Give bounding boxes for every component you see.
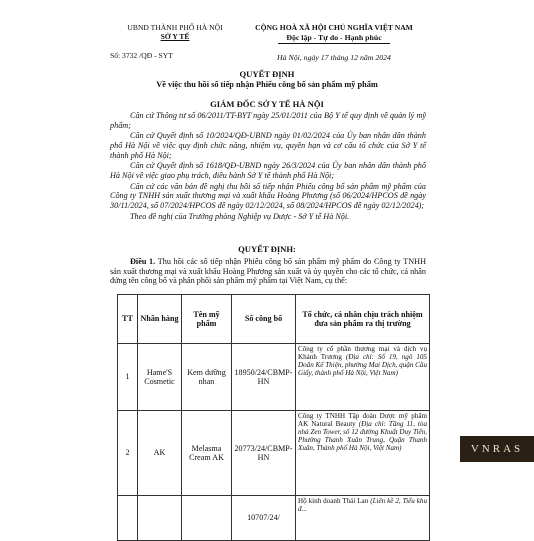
legal-basis: [110, 111, 426, 222]
issuer-org: UBND THÀNH PHỐ HÀ NỘI: [127, 23, 223, 32]
national-motto: Độc lập - Tự do - Hạnh phúc: [286, 32, 382, 42]
table-row: [118, 496, 430, 541]
article-1: [110, 257, 426, 286]
cell-product: [182, 496, 232, 541]
org-address: (Địa chỉ: Tầng 11, tòa nhà Zen Tower, số 12 đường Khuất Duy Tiến, Phường Thanh Xuân Trung, Quận Thanh Xuân, Thành phố Hà Nội, Việt Nam): [298, 419, 427, 452]
authority-title: GIÁM ĐỐC SỞ Y TẾ HÀ NỘI: [210, 99, 324, 109]
cell-brand: AK: [138, 411, 182, 496]
article-1-label: Điều 1.: [130, 257, 156, 266]
decides-heading: QUYẾT ĐỊNH:: [238, 244, 296, 254]
org-name: Hộ kinh doanh Thái Lan: [298, 497, 369, 505]
org-address: (Liên kề 2, Tiểu khu đ...: [298, 497, 427, 513]
cell-organization: [296, 344, 430, 411]
org-name: Công ty cổ phần thương mại và dịch vụ Khánh Trương: [298, 345, 427, 361]
cell-tt: 2: [118, 411, 138, 496]
basis-paragraph: Theo đề nghị của Trưởng phòng Nghiệp vụ Dược - Sở Y tế Hà Nội.: [130, 211, 350, 221]
cell-number: 20773/24/CBMP-HN: [232, 411, 296, 496]
cell-brand: Hame'S Cosmetic: [138, 344, 182, 411]
cell-number: 10707/24/: [232, 496, 296, 541]
cell-brand: [138, 496, 182, 541]
issuer-block: [110, 23, 240, 60]
column-header-brand: Nhãn hàng: [138, 295, 182, 344]
basis-paragraph: Căn cứ Quyết định số 10/2024/QĐ-UBND ngày 01/02/2024 của Ủy ban nhân dân thành phố Hà Nội về việc quy định chức năng, nhiệm vụ, quyền hạn và cơ cấu tổ chức của Sở Y tế thành phố Hà Nội;: [110, 131, 426, 160]
motto-underline: [278, 43, 390, 44]
cell-tt: [118, 496, 138, 541]
org-address: (Địa chỉ: Số 19, ngõ 105 Doãn Kế Thiện, phường Mai Dịch, quận Cầu Giấy, thành phố Hà Nội, Việt Nam): [298, 352, 427, 377]
cell-product: Kem dưỡng nhan: [182, 344, 232, 411]
nation-title: CỘNG HOÀ XÃ HỘI CHỦ NGHĨA VIỆT NAM: [255, 23, 413, 32]
cell-organization: [296, 496, 430, 541]
column-header-product: Tên mỹ phẩm: [182, 295, 232, 344]
decision-title: QUYẾT ĐỊNH: [239, 69, 295, 79]
decision-subject: Về việc thu hồi số tiếp nhận Phiếu công bố sản phẩm mỹ phẩm: [156, 80, 378, 89]
org-name: Công ty TNHH Tập đoàn Dược mỹ phẩm AK Natural Beauty: [298, 412, 427, 428]
column-header-number: Số công bố: [232, 295, 296, 344]
table-row: [118, 344, 430, 411]
article-1-text: Thu hồi các số tiếp nhận Phiếu công bố sản phẩm mỹ phẩm do Công ty TNHH sản xuất thương mại và xuất khẩu Hoàng Phương sản xuất và ủy quyền cho các tổ chức, cá nhân đứng tên công bố và phân phối sản phẩm mỹ phẩm tại Việt Nam, cụ thể:: [110, 257, 427, 286]
national-header: [244, 24, 424, 62]
basis-paragraph: Căn cứ Thông tư số 06/2011/TT-BYT ngày 25/01/2011 của Bộ Y tế quy định về quản lý mỹ phẩm;: [110, 111, 426, 130]
table-row: [118, 411, 430, 496]
issuer-dept: SỞ Y TẾ: [160, 31, 190, 41]
column-header-tt: TT: [118, 295, 138, 344]
column-header-organization: Tổ chức, cá nhân chịu trách nhiệm đưa sản phẩm ra thị trường: [296, 295, 430, 344]
cell-product: Melasma Cream AK: [182, 411, 232, 496]
basis-paragraph: Căn cứ các văn bản đề nghị thu hồi số tiếp nhận Phiếu công bố sản phẩm mỹ phẩm của Công ty TNHH sản xuất thương mại và xuất khẩu Hoàng Phương (số 06/2024/HPCOS đề ngày 30/11/2024, số 07/2024/HPCOS đề ngày 02/12/2024, số 08/2024/HPCOS đề ngày 02/12/2024);: [110, 181, 426, 211]
watermark-logo: VNRAS: [460, 436, 534, 462]
cell-number: 18950/24/CBMP-HN: [232, 344, 296, 411]
document-number: Số: 3732 /QĐ - SYT: [110, 51, 173, 60]
table-header-row: [118, 295, 430, 344]
basis-paragraph: Căn cứ Quyết định số 1618/QĐ-UBND ngày 26/3/2024 của Ủy ban nhân dân thành phố Hà Nội về việc giao phụ trách, điều hành Sở Y tế thành phố Hà Nội;: [110, 161, 426, 181]
cell-tt: 1: [118, 344, 138, 411]
cell-organization: [296, 411, 430, 496]
issue-date: Hà Nội, ngày 17 tháng 12 năm 2024: [277, 53, 391, 63]
revoked-products-table: [117, 294, 430, 541]
